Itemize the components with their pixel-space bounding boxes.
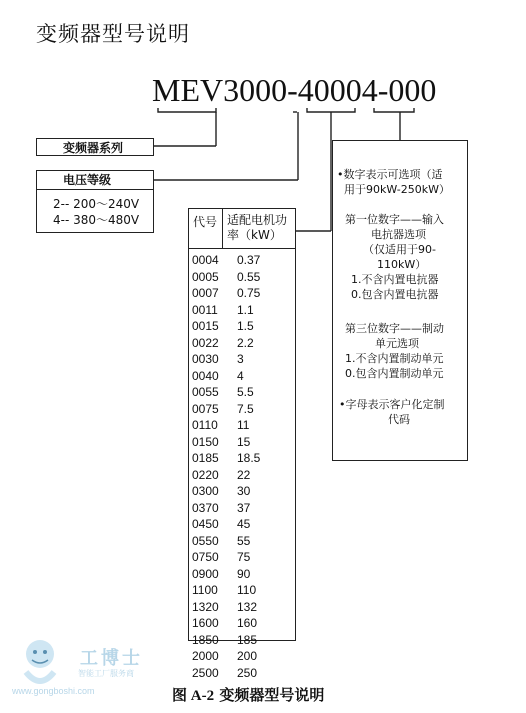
- option-first-digit-line3: （仅适用于90-: [363, 243, 436, 256]
- table-row: [189, 500, 295, 517]
- row-code: 1600: [192, 616, 219, 630]
- option-bullet-digits: •数字表示可选项（适: [337, 168, 443, 181]
- row-power: 30: [237, 484, 251, 498]
- table-row: [189, 648, 295, 665]
- voltage-label-box: [36, 170, 154, 190]
- option-third-digit-line2: 单元选项: [375, 337, 419, 350]
- option-bullet-letters: •字母表示客户化定制: [339, 398, 445, 411]
- table-row: [189, 483, 295, 500]
- row-code: 0450: [192, 517, 219, 531]
- row-power: 18.5: [237, 451, 261, 465]
- table-row: [189, 599, 295, 616]
- row-code: 1850: [192, 632, 219, 647]
- row-code: 2500: [192, 665, 219, 680]
- option-first-digit-line2: 电抗器选项: [371, 228, 426, 241]
- row-power: 11: [237, 418, 250, 432]
- row-power: 132: [237, 599, 258, 614]
- watermark-url: www.gongboshi.com: [12, 686, 95, 696]
- page-title: 变频器型号说明: [36, 22, 190, 46]
- row-power: 45: [237, 517, 251, 531]
- row-power: 5.5: [237, 385, 254, 399]
- row-power: 185: [237, 632, 258, 647]
- row-code: 0011: [192, 302, 218, 317]
- row-power: 200: [237, 649, 258, 663]
- option-third-choice-0: 0.包含内置制动单元: [345, 367, 444, 380]
- row-power: 2.2: [237, 335, 254, 350]
- option-bullet-letters-line2: 代码: [388, 413, 410, 426]
- voltage-option: 2-- 200～240V: [53, 197, 140, 211]
- table-row: [189, 318, 295, 335]
- table-row: [189, 252, 295, 269]
- row-power: 15: [237, 434, 251, 449]
- series-box: [36, 138, 154, 156]
- row-code: 0005: [192, 269, 219, 284]
- row-power: 90: [237, 566, 251, 581]
- option-third-digit: 第三位数字——制动: [345, 322, 444, 335]
- table-row: [189, 401, 295, 418]
- caption-text: 变频器型号说明: [219, 686, 325, 704]
- header-divider: [222, 209, 223, 248]
- row-power: 1.5: [237, 319, 254, 333]
- row-code: 0110: [192, 418, 218, 432]
- option-first-choice-1: 1.不含内置电抗器: [351, 273, 439, 286]
- row-power: 55: [237, 533, 251, 548]
- row-power: 0.55: [237, 269, 261, 284]
- table-row: [189, 351, 295, 368]
- watermark-brand: 工博士: [80, 648, 143, 669]
- table-rows: [189, 252, 295, 681]
- series-label: 变频器系列: [63, 141, 124, 155]
- table-row: [189, 269, 295, 286]
- row-code: 1100: [192, 583, 218, 597]
- table-row: [189, 516, 295, 533]
- header-code: 代号: [193, 215, 218, 229]
- row-power: 22: [237, 467, 251, 482]
- option-first-choice-0: 0.包含内置电抗器: [351, 288, 439, 301]
- table-row: [189, 434, 295, 451]
- row-power: 1.1: [237, 302, 254, 317]
- voltage-options-box: [36, 189, 154, 233]
- row-power: 110: [237, 583, 257, 597]
- row-code: 0370: [192, 500, 219, 515]
- row-code: 0022: [192, 335, 219, 350]
- row-code: 2000: [192, 649, 219, 663]
- mascot-icon: [10, 632, 70, 692]
- row-power: 0.75: [237, 286, 261, 300]
- table-row: [189, 665, 295, 682]
- power-code-table: [188, 208, 296, 680]
- row-code: 0900: [192, 566, 219, 581]
- row-code: 0004: [192, 253, 219, 267]
- table-row: [189, 615, 295, 632]
- option-first-digit: 第一位数字——输入: [345, 213, 444, 226]
- row-code: 0185: [192, 451, 219, 465]
- figure-caption: [172, 684, 324, 705]
- table-row: [189, 368, 295, 385]
- table-row: [189, 582, 295, 599]
- table-row: [189, 632, 295, 649]
- row-power: 3: [237, 352, 244, 366]
- row-power: 250: [237, 665, 258, 680]
- table-row: [189, 549, 295, 566]
- watermark-sub: 智能工厂服务商: [78, 669, 134, 678]
- row-code: 0007: [192, 286, 219, 300]
- row-code: 0030: [192, 352, 219, 366]
- row-code: 0040: [192, 368, 219, 383]
- row-code: 1320: [192, 599, 219, 614]
- voltage-option: 4-- 380～480V: [53, 213, 140, 227]
- row-code: 0300: [192, 484, 219, 498]
- row-code: 0150: [192, 434, 219, 449]
- row-code: 0750: [192, 550, 219, 564]
- option-first-digit-line4: 110kW）: [377, 258, 427, 271]
- table-row: [189, 384, 295, 401]
- row-power: 75: [237, 550, 251, 564]
- table-row: [189, 285, 295, 302]
- row-power: 0.37: [237, 253, 261, 267]
- table-row: [189, 467, 295, 484]
- option-third-choice-1: 1.不含内置制动单元: [345, 352, 444, 365]
- row-code: 0220: [192, 467, 219, 482]
- row-power: 4: [237, 368, 244, 383]
- options-box: [332, 140, 468, 461]
- table-row: [189, 335, 295, 352]
- table-row: [189, 566, 295, 583]
- table-header: [189, 209, 295, 249]
- table-row: [189, 417, 295, 434]
- voltage-label: 电压等级: [63, 173, 112, 187]
- table-row: [189, 533, 295, 550]
- option-bullet-digits-line2: 用于90kW-250kW）: [344, 183, 451, 196]
- row-code: 0015: [192, 319, 219, 333]
- table-row: [189, 302, 295, 319]
- row-power: 37: [237, 500, 251, 515]
- model-code: MEV3000-40004-000: [152, 72, 437, 108]
- table-row: [189, 450, 295, 467]
- row-code: 0550: [192, 533, 219, 548]
- row-code: 0075: [192, 401, 219, 416]
- caption-number: 图 A-2: [172, 688, 215, 704]
- row-power: 7.5: [237, 401, 254, 416]
- watermark-logo: [8, 630, 148, 700]
- row-code: 0055: [192, 385, 219, 399]
- row-power: 160: [237, 616, 258, 630]
- header-power: 适配电机功率（kW）: [227, 213, 288, 242]
